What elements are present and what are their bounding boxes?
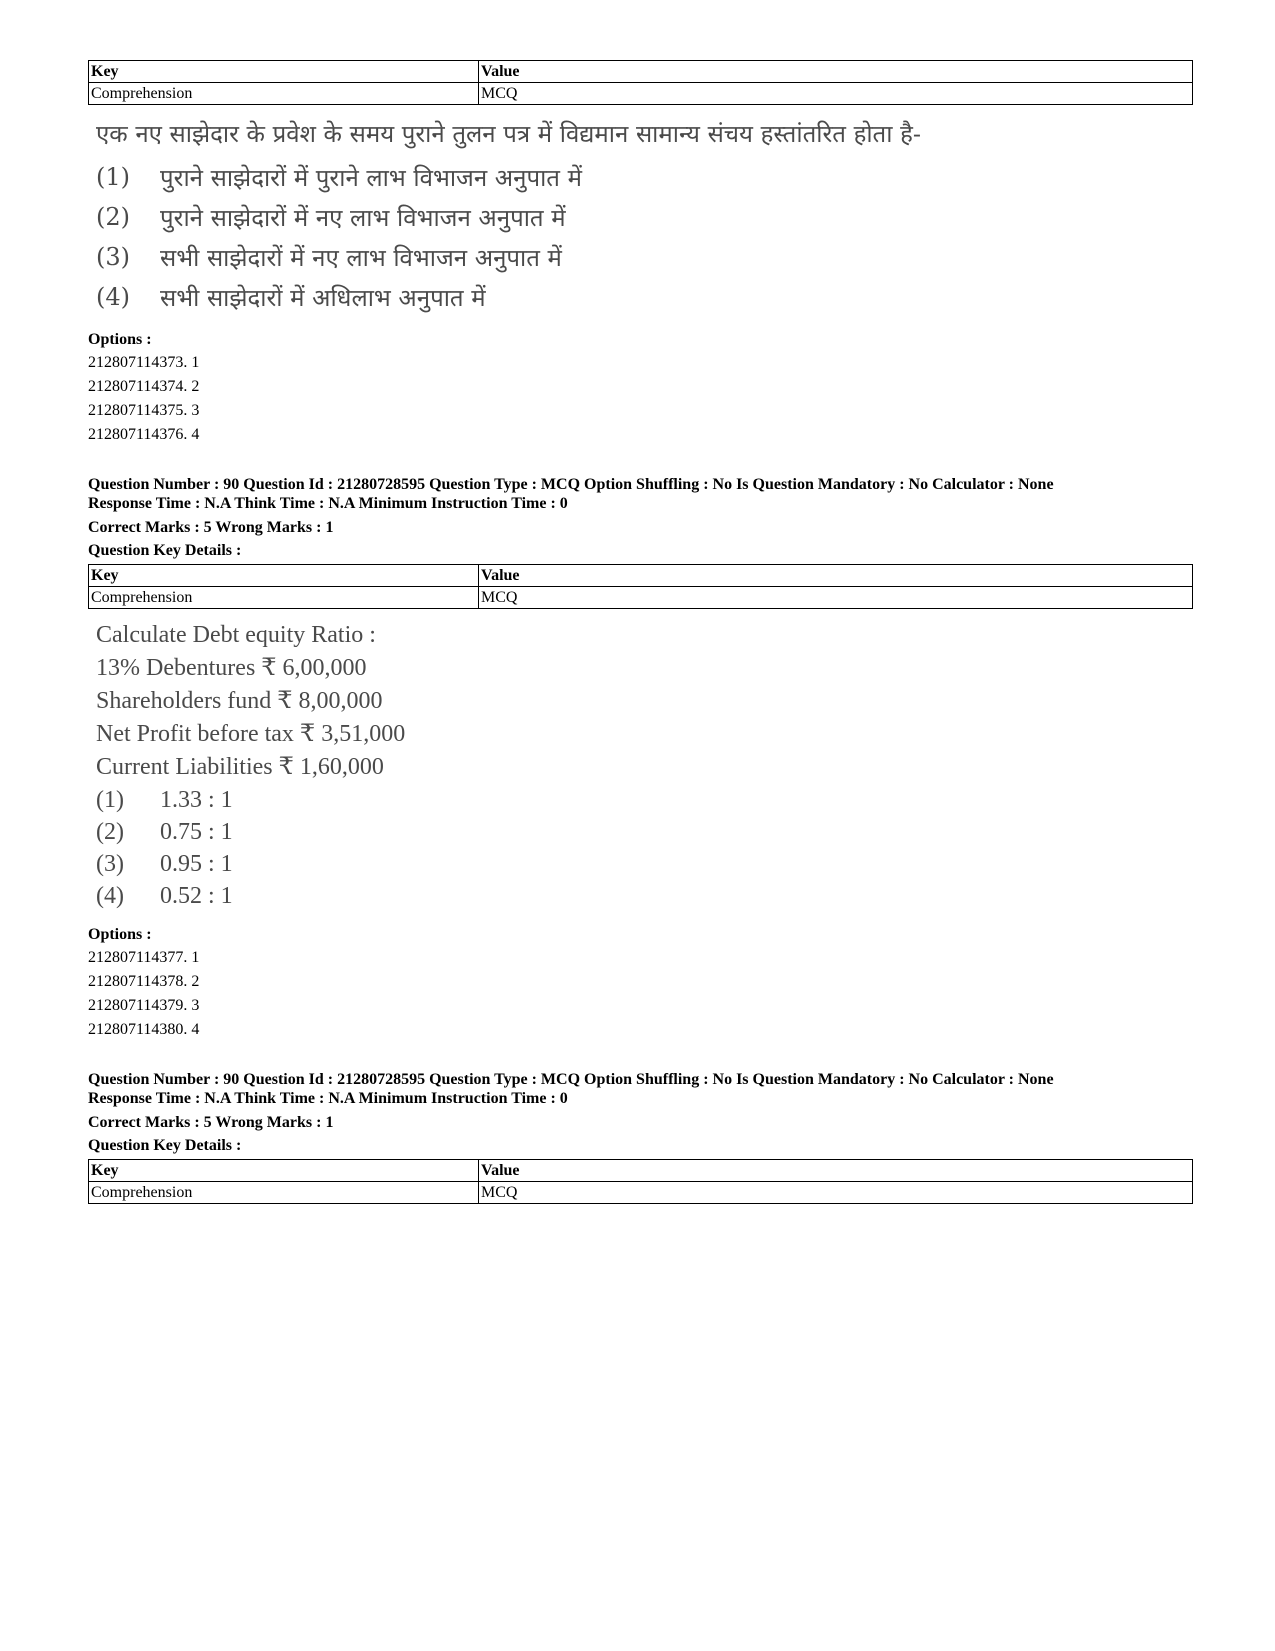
question-key-details-label: Question Key Details : — [88, 1137, 242, 1154]
table-cell-key: Comprehension — [89, 83, 479, 105]
table-cell-key: Comprehension — [89, 1182, 479, 1204]
table-header-key: Key — [89, 565, 479, 587]
options-title: Options : — [88, 926, 152, 943]
key-value-table — [88, 1159, 1193, 1204]
choice-number: (4) — [96, 283, 130, 311]
table-row — [89, 1182, 1193, 1204]
question-choice — [96, 784, 1193, 816]
choice-number: (2) — [96, 819, 124, 845]
question-marks: Correct Marks : 5 Wrong Marks : 1 — [88, 1114, 334, 1131]
choice-text: 0.52 : 1 — [160, 883, 233, 909]
document-content — [88, 60, 1193, 1204]
hindi-question — [88, 117, 1193, 317]
option-id: 212807114377. 1 — [88, 949, 200, 966]
choice-number: (1) — [96, 163, 130, 191]
table-cell-value: MCQ — [479, 83, 1193, 105]
choice-number: (1) — [96, 787, 124, 813]
table-header-value: Value — [479, 1160, 1193, 1182]
question-meta — [88, 1070, 1193, 1108]
table-header-value: Value — [479, 61, 1193, 83]
question-line: Current Liabilities ₹ 1,60,000 — [96, 754, 384, 780]
choice-text: पुराने साझेदारों में नए लाभ विभाजन अनुपात में — [160, 203, 566, 232]
question-meta-line: Response Time : N.A Think Time : N.A Minimum Instruction Time : 0 — [88, 1090, 568, 1107]
english-question — [96, 619, 1193, 912]
question-choice — [96, 157, 1193, 197]
choice-text: 0.95 : 1 — [160, 851, 233, 877]
option-id: 212807114378. 2 — [88, 973, 200, 990]
choice-text: 1.33 : 1 — [160, 787, 233, 813]
question-key-details-label: Question Key Details : — [88, 542, 242, 559]
question-stem: एक नए साझेदार के प्रवेश के समय पुराने तुलन पत्र में विद्यमान सामान्य संचय हस्तांतरित होता है- — [96, 120, 921, 148]
option-id: 212807114375. 3 — [88, 402, 200, 419]
table-header-key: Key — [89, 61, 479, 83]
question-choice — [96, 816, 1193, 848]
choice-number: (3) — [96, 851, 124, 877]
table-cell-value: MCQ — [479, 1182, 1193, 1204]
question-choice — [96, 848, 1193, 880]
table-header-value: Value — [479, 565, 1193, 587]
option-id: 212807114379. 3 — [88, 997, 200, 1014]
question-choice — [96, 277, 1193, 317]
question-line: Net Profit before tax ₹ 3,51,000 — [96, 721, 406, 747]
table-cell-value: MCQ — [479, 587, 1193, 609]
table-row — [89, 83, 1193, 105]
choice-number: (2) — [96, 203, 130, 231]
question-meta-line: Question Number : 90 Question Id : 21280728595 Question Type : MCQ Option Shuffling : No Is Question Mandatory : No Calculator : None — [88, 1071, 1054, 1088]
question-meta-line: Response Time : N.A Think Time : N.A Minimum Instruction Time : 0 — [88, 495, 568, 512]
option-id: 212807114380. 4 — [88, 1021, 200, 1038]
key-value-table-top — [88, 60, 1193, 105]
table-header-row — [89, 61, 1193, 83]
question-line: Calculate Debt equity Ratio : — [96, 622, 376, 648]
question-line: Shareholders fund ₹ 8,00,000 — [96, 688, 383, 714]
table-row — [89, 587, 1193, 609]
question-choice — [96, 880, 1193, 912]
option-id: 212807114376. 4 — [88, 426, 200, 443]
table-header-row — [89, 565, 1193, 587]
question-choice — [96, 237, 1193, 277]
table-header-row — [89, 1160, 1193, 1182]
question-line: 13% Debentures ₹ 6,00,000 — [96, 655, 367, 681]
question-marks: Correct Marks : 5 Wrong Marks : 1 — [88, 519, 334, 536]
option-id: 212807114373. 1 — [88, 354, 200, 371]
table-header-key: Key — [89, 1160, 479, 1182]
question-meta-line: Question Number : 90 Question Id : 21280728595 Question Type : MCQ Option Shuffling : No Is Question Mandatory : No Calculator : None — [88, 476, 1054, 493]
option-id: 212807114374. 2 — [88, 378, 200, 395]
question-choice — [96, 197, 1193, 237]
choice-text: सभी साझेदारों में अधिलाभ अनुपात में — [160, 283, 486, 312]
question-meta — [88, 475, 1193, 513]
choice-text: सभी साझेदारों में नए लाभ विभाजन अनुपात में — [160, 243, 562, 272]
choice-text: 0.75 : 1 — [160, 819, 233, 845]
choice-text: पुराने साझेदारों में पुराने लाभ विभाजन अनुपात में — [160, 163, 582, 192]
choice-number: (3) — [96, 243, 130, 271]
table-cell-key: Comprehension — [89, 587, 479, 609]
choice-number: (4) — [96, 883, 124, 909]
options-title: Options : — [88, 331, 152, 348]
key-value-table — [88, 564, 1193, 609]
